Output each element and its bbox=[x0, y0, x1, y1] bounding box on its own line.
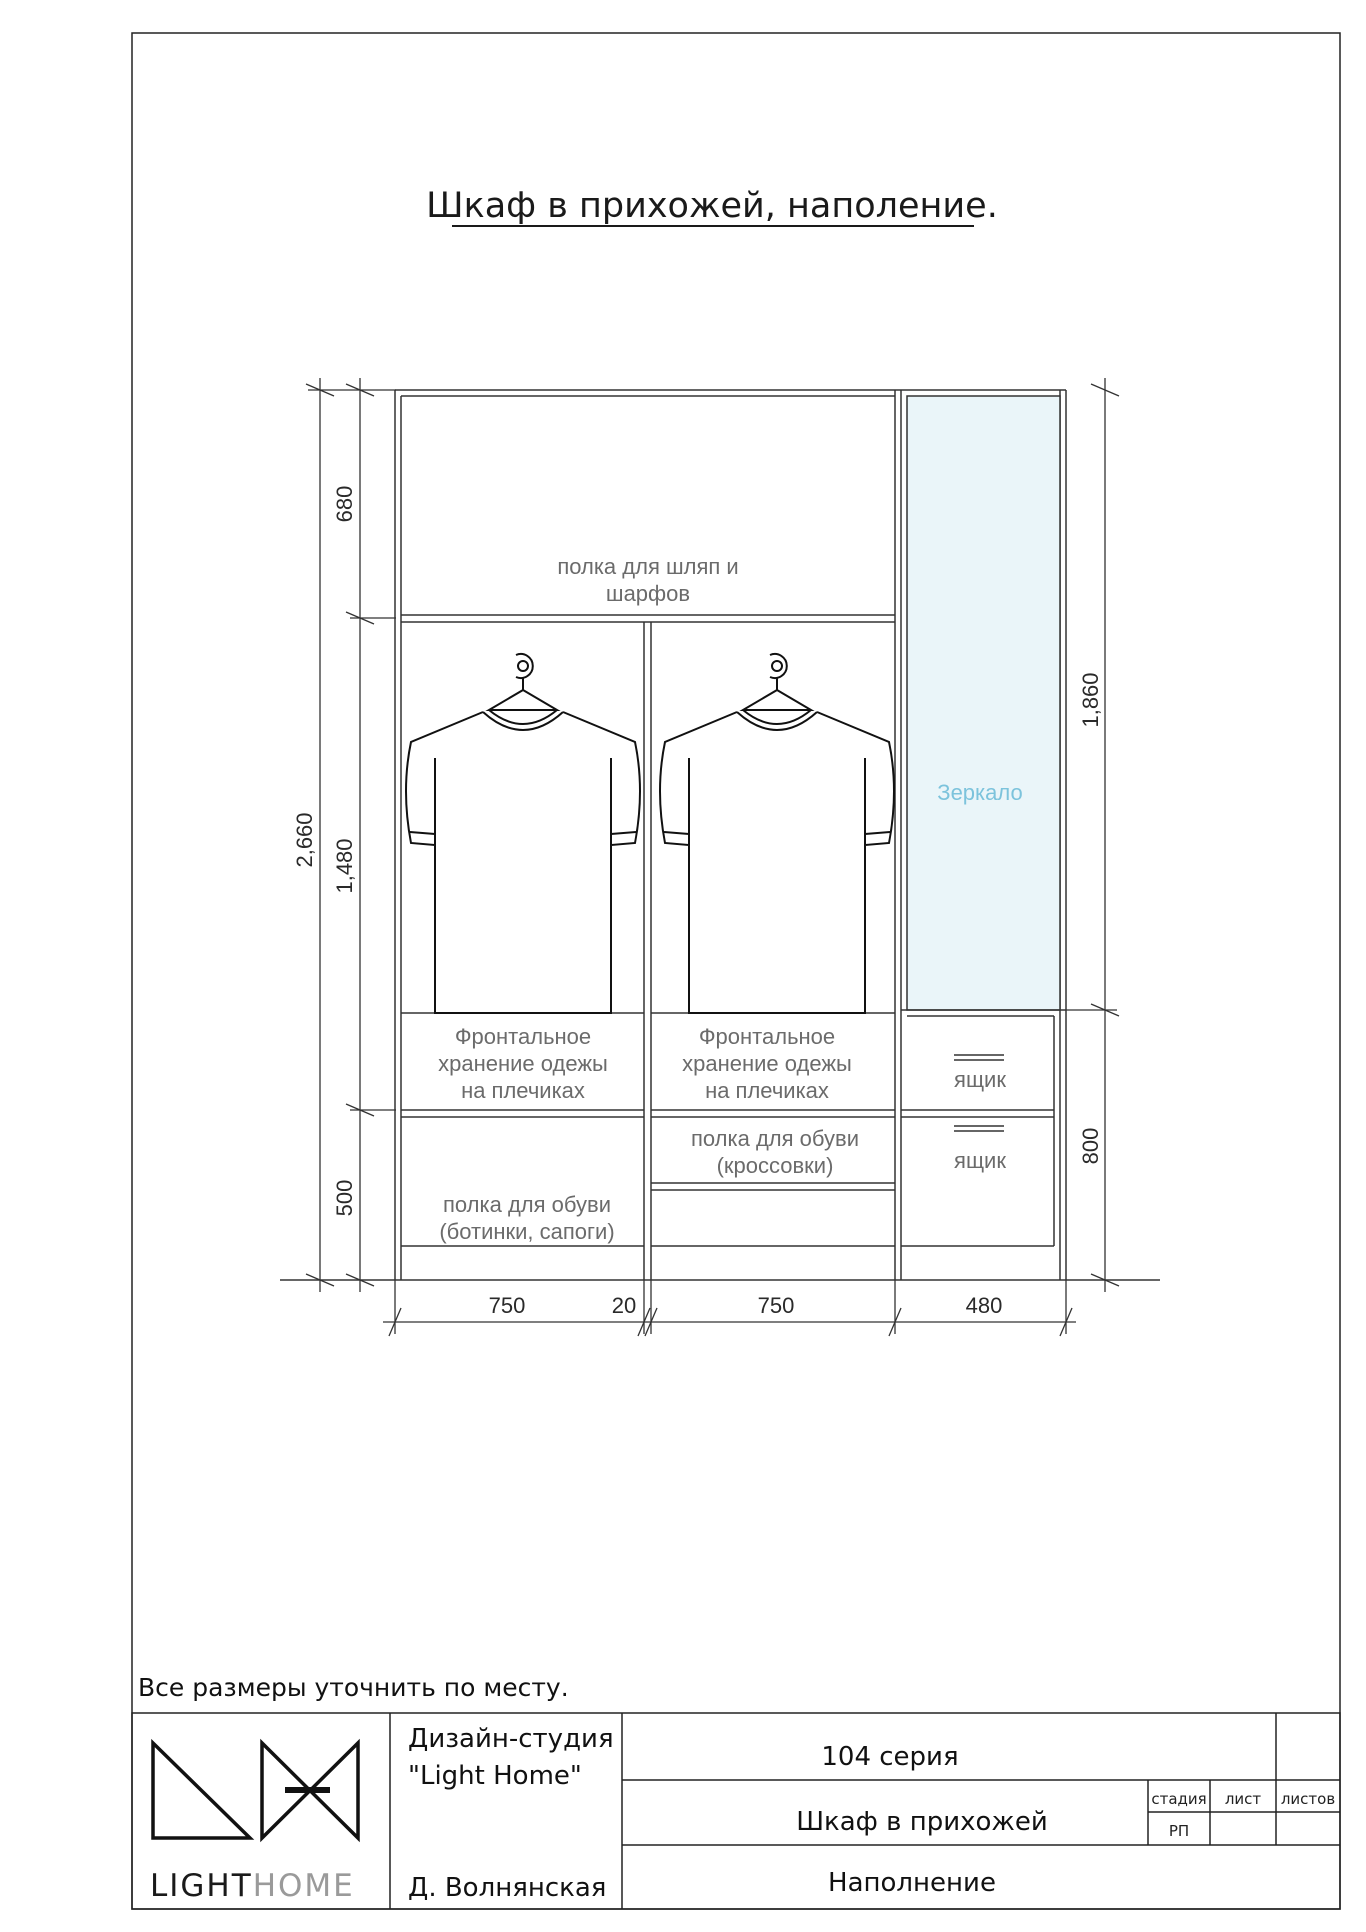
shoe-shelf-right-label-2: (кроссовки) bbox=[716, 1153, 834, 1178]
designer-name: Д. Волнянская bbox=[408, 1873, 607, 1903]
logo-home: HOME bbox=[252, 1868, 355, 1904]
drawing-title: Шкаф в прихожей, наполение. bbox=[426, 186, 998, 226]
dim-middle-section: 1,480 bbox=[332, 838, 357, 894]
hanging-right-label-2: хранение одежы bbox=[682, 1051, 852, 1076]
stage-value: РП bbox=[1168, 1822, 1190, 1840]
shoe-shelf-left-label-2: (ботинки, сапоги) bbox=[439, 1219, 615, 1244]
dim-width-middle: 750 bbox=[757, 1293, 795, 1318]
studio-line-2: "Light Home" bbox=[408, 1761, 582, 1791]
shoe-shelf-left-label-1: полка для обуви bbox=[443, 1192, 611, 1217]
dim-top-section: 680 bbox=[332, 485, 357, 523]
dim-width-left: 750 bbox=[488, 1293, 526, 1318]
hat-shelf-label-1: полка для шляп и bbox=[557, 554, 739, 579]
mirror-label: Зеркало bbox=[937, 780, 1023, 805]
drawer-top-label: ящик bbox=[954, 1067, 1006, 1092]
logo-wordmark bbox=[150, 1868, 355, 1904]
series-label: 104 серия bbox=[821, 1742, 959, 1772]
drawer-handle-icon bbox=[954, 1126, 1004, 1131]
sheet-title-label: Наполнение bbox=[828, 1868, 996, 1898]
hanging-left-label-1: Фронтальное bbox=[454, 1024, 592, 1049]
col-sheets: листов bbox=[1280, 1790, 1336, 1808]
dim-bottom-section: 500 bbox=[332, 1179, 357, 1217]
dim-width-partition: 20 bbox=[611, 1293, 637, 1318]
hanging-left-label-3: на плечиках bbox=[461, 1078, 585, 1103]
dim-drawers-height: 800 bbox=[1078, 1127, 1103, 1165]
general-note: Все размеры уточнить по месту. bbox=[138, 1673, 569, 1702]
dim-mirror-height: 1,860 bbox=[1078, 672, 1103, 728]
lighthome-logo-icon bbox=[153, 1743, 358, 1838]
hat-shelf-label-2: шарфов bbox=[605, 581, 691, 606]
drawer-handle-icon bbox=[954, 1055, 1004, 1060]
col-sheet: лист bbox=[1224, 1790, 1262, 1808]
studio-line-1: Дизайн-студия bbox=[408, 1724, 614, 1754]
sheet-frame bbox=[132, 33, 1340, 1909]
mirror-panel bbox=[907, 396, 1060, 1010]
col-stage: стадия bbox=[1151, 1790, 1207, 1808]
dim-width-right: 480 bbox=[965, 1293, 1003, 1318]
hanger-shirt-icon bbox=[660, 654, 894, 1013]
logo-light: LIGHT bbox=[150, 1868, 253, 1904]
object-label: Шкаф в прихожей bbox=[796, 1807, 1048, 1837]
hanging-right-label-3: на плечиках bbox=[705, 1078, 829, 1103]
shoe-shelf-right-label-1: полка для обуви bbox=[691, 1126, 859, 1151]
hanging-left-label-2: хранение одежы bbox=[438, 1051, 608, 1076]
hanger-shirt-icon bbox=[406, 654, 640, 1013]
hanging-right-label-1: Фронтальное bbox=[698, 1024, 836, 1049]
drawer-bottom-label: ящик bbox=[954, 1148, 1006, 1173]
dim-total-height: 2,660 bbox=[292, 812, 317, 868]
